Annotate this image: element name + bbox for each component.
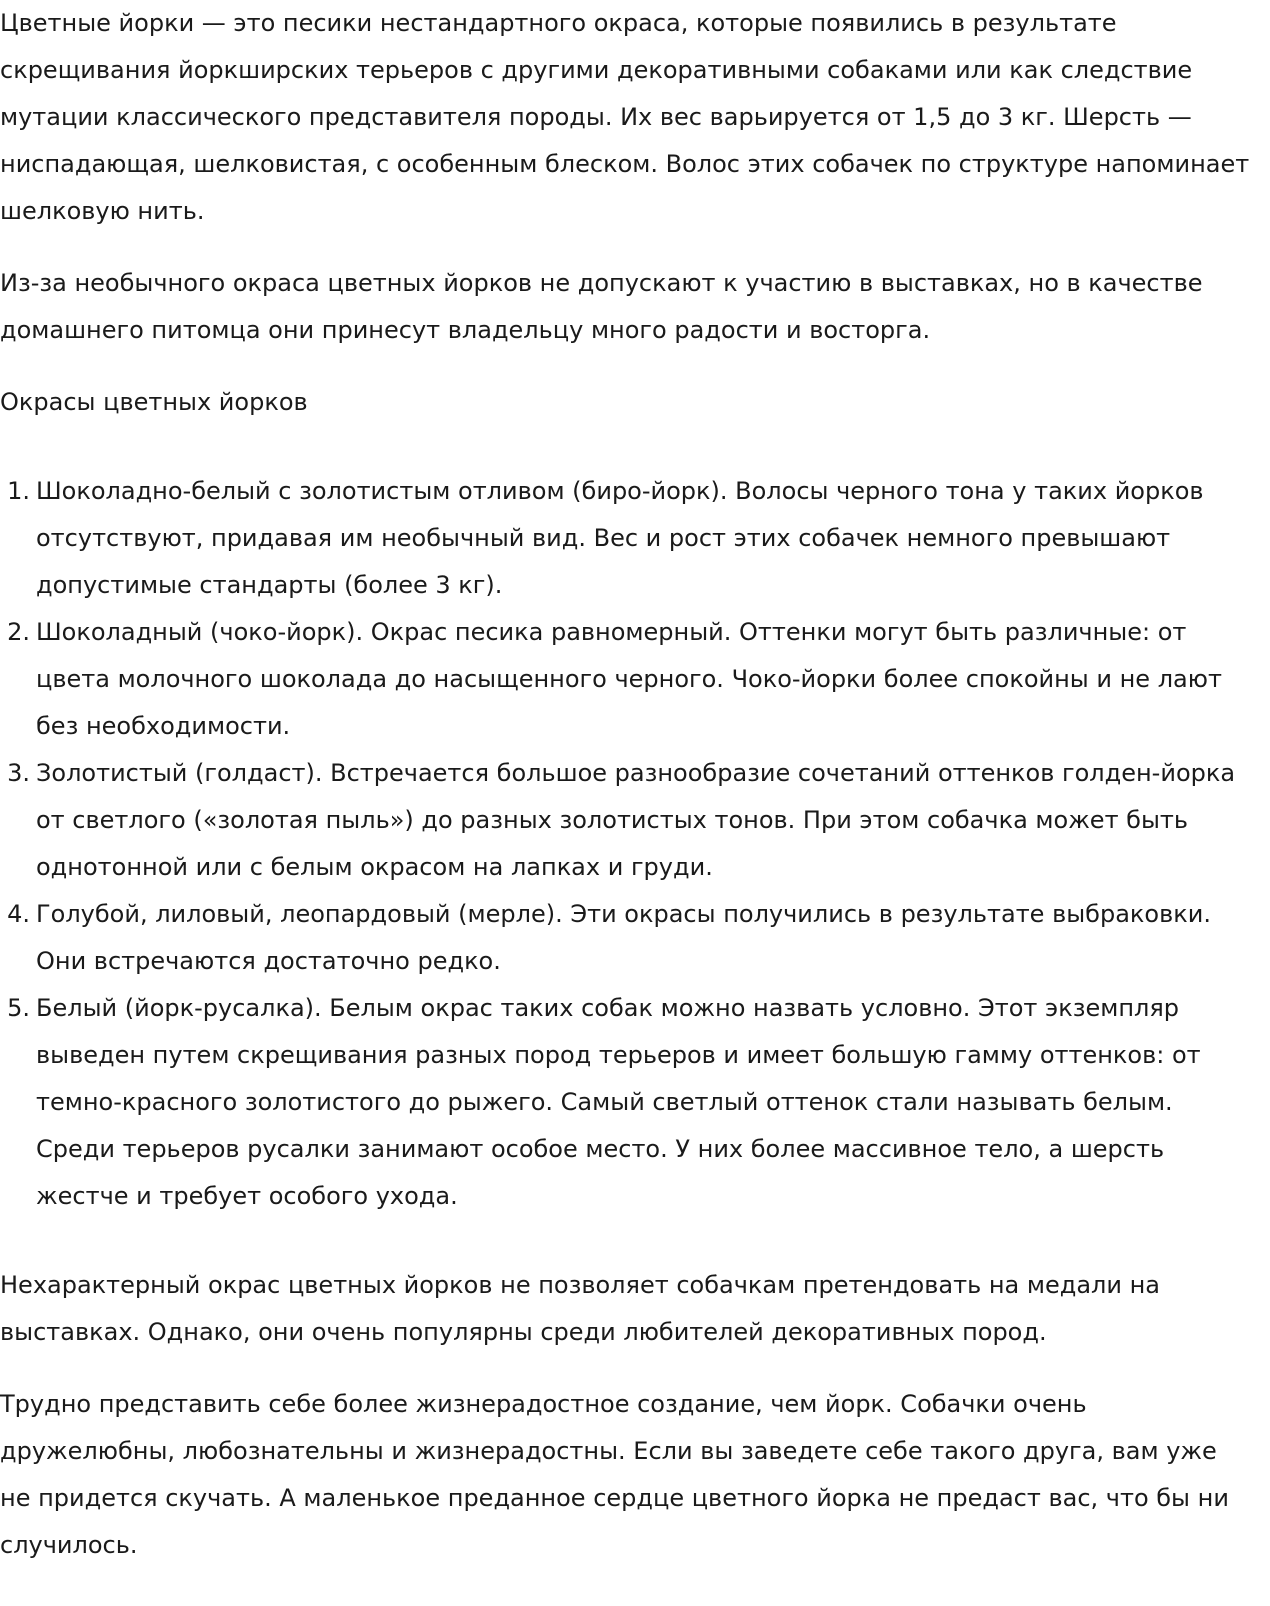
- list-item-number: 5.: [7, 994, 30, 1022]
- list-item-text: Золотистый (голдаст). Встречается большое разнообразие сочетаний оттенков голден-йорка от светлого («золотая пыль») до разных золотистых тонов. При этом собачка может быть однотонной или с белым окрасом на лапках и груди.: [36, 759, 1236, 881]
- colors-list: [0, 468, 1250, 1220]
- list-item-text: Белый (йорк-русалка). Белым окрас таких собак можно назвать условно. Этот экземпляр выведен путем скрещивания разных пород терьеров и имеет большую гамму оттенков: от темно-красного золотистого до рыжего. Самый светлый оттенок стали называть белым. Среди терьеров русалки занимают особое место. У них более массивное тело, а шерсть жестче и требует особого ухода.: [36, 994, 1201, 1210]
- list-item-number: 3.: [7, 759, 30, 787]
- list-item-number: 2.: [7, 618, 30, 646]
- list-item-text: Шоколадно-белый с золотистым отливом (биро-йорк). Волосы черного тона у таких йорков отсутствуют, придавая им необычный вид. Вес и рост этих собачек немного превышают допустимые стандарты (более 3 кг).: [36, 477, 1204, 599]
- list-item: [7, 985, 1250, 1220]
- outro-paragraph-2: Трудно представить себе более жизнерадостное создание, чем йорк. Собачки очень дружелюбны, любознательны и жизнерадостны. Если вы заведете себе такого друга, вам уже не придется скучать. А маленькое преданное сердце цветного йорка не предаст вас, что бы ни случилось.: [0, 1390, 1229, 1559]
- list-item: [7, 891, 1250, 985]
- list-item: [7, 750, 1250, 891]
- list-item: [7, 609, 1250, 750]
- intro-paragraph-2: Из-за необычного окраса цветных йорков не допускают к участию в выставках, но в качестве домашнего питомца они принесут владельцу много радости и восторга.: [0, 269, 1203, 344]
- outro-paragraph-1: Нехарактерный окрас цветных йорков не позволяет собачкам претендовать на медали на выставках. Однако, они очень популярны среди любителей декоративных пород.: [0, 1271, 1161, 1346]
- list-item-number: 4.: [7, 900, 30, 928]
- list-item-number: 1.: [7, 477, 30, 505]
- section-heading: Окрасы цветных йорков: [0, 388, 308, 416]
- list-item-text: Голубой, лиловый, леопардовый (мерле). Эти окрасы получились в результате выбраковки. Они встречаются достаточно редко.: [36, 900, 1211, 975]
- intro-paragraph-1: Цветные йорки — это песики нестандартного окраса, которые появились в результате скрещивания йоркширских терьеров с другими декоративными собаками или как следствие мутации классического представителя породы. Их вес варьируется от 1,5 до 3 кг. Шерсть — ниспадающая, шелковистая, с особенным блеском. Волос этих собачек по структуре напоминает шелковую нить.: [0, 9, 1250, 225]
- list-item-text: Шоколадный (чоко-йорк). Окрас песика равномерный. Оттенки могут быть различные: от цвета молочного шоколада до насыщенного черного. Чоко-йорки более спокойны и не лают без необходимости.: [36, 618, 1222, 740]
- list-item: [7, 468, 1250, 609]
